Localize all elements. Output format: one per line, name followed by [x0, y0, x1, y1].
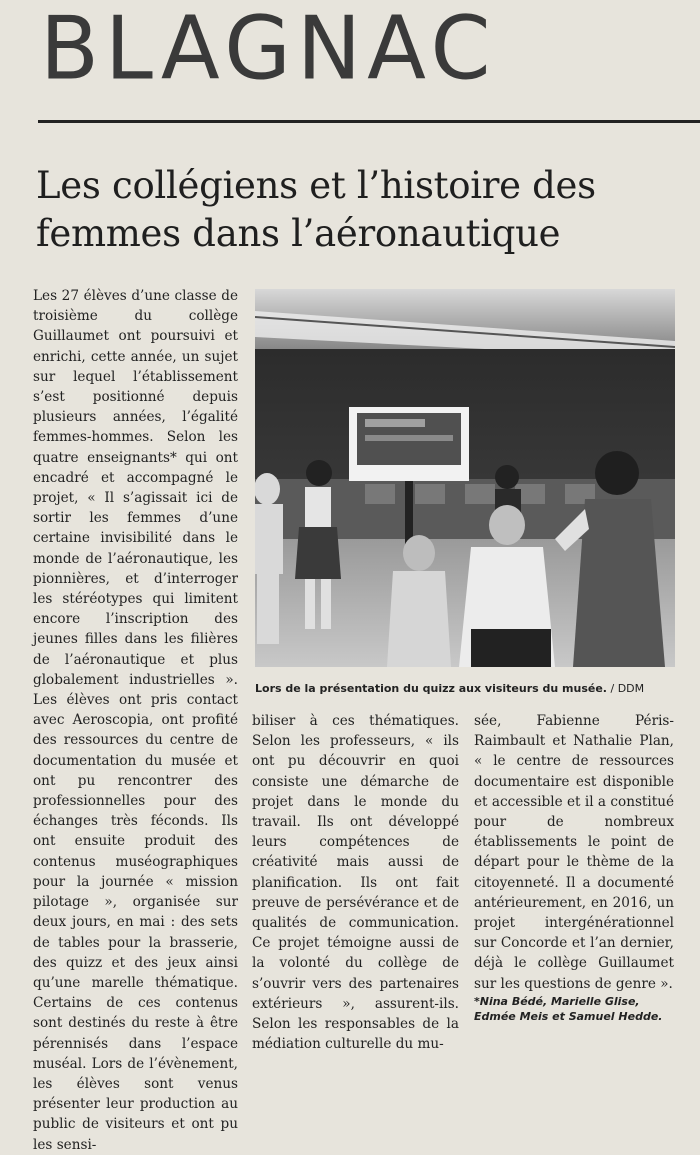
- body-text: biliser à ces thématiques. Selon les professeurs, « ils ont pu découvrir en quoi consiste une démarche de projet dans le monde du travail. Ils ont développé leurs compétences de créativité mais aussi de planification. Ils ont fait preuve de persévérance et de qualités de communication. Ce projet témoigne aussi de la volonté du collège de s’ouvrir vers des partenaires extérieurs », assurent-ils. Selon les responsables de la médiation culturelle du mu-: [252, 713, 459, 1053]
- caption-text: Lors de la présentation du quizz aux visiteurs du musée.: [255, 682, 607, 695]
- footnote: *Nina Bédé, Marielle Glise, Edmée Meis et Samuel Hedde.: [474, 994, 663, 1023]
- article-photo: [255, 289, 675, 667]
- article-headline: Les collégiens et l’histoire des femmes dans l’aéronautique: [36, 164, 596, 255]
- photo-caption: [255, 682, 675, 695]
- article-column-left: [33, 286, 238, 1155]
- photo-illustration: [255, 289, 675, 667]
- section-divider: [38, 120, 700, 123]
- section-title: BLAGNAC: [40, 0, 497, 100]
- body-text: Les 27 élèves d’une classe de troisième du collège Guillaumet ont poursuivi et enrichi, cette année, un sujet sur lequel l’établissement s’est positionné depuis plusieurs années, l’égalité femmes-hommes. Selon les quatre enseignants* qui ont encadré et accompagné le projet, « Il s’agissait ici de sortir les femmes d’une certaine invisibilité dans le monde de l’aéronautique, les pionnières, et d’interroger les stéréotypes qui limitent encore l’inscription des jeunes filles dans les filières de l’aéronautique et plus globalement industrielles ». Les élèves ont pris contact avec Aeroscopia, ont profité des ressources du centre de documentation du musée et ont pu rencontrer des professionnelles pour des échanges très féconds. Ils ont ensuite produit des contenus muséographiques pour la journée « mission pilotage », organisée sur deux jours, en mai : des sets de tables pour la brasserie, des quizz et des jeux ainsi qu’une marelle thématique. Certains de ces contenus sont destinés du reste à être pérennisés dans l’espace muséal. Lors de l’évènement, les élèves sont venus présenter leur production au public de visiteurs et ont pu les sensi-: [33, 288, 238, 1153]
- photo-credit: / DDM: [610, 682, 645, 695]
- article-column-middle: [252, 711, 459, 1054]
- body-text: sée, Fabienne Péris-Raimbault et Nathalie Plan, « le centre de ressources documentaire est disponible et accessible et il a constitué pour de nombreux établissements le point de départ pour le thème de la citoyenneté. Il a documenté antérieurement, en 2016, un projet intergénérationnel sur Concorde et l’an dernier, déjà le collège Guillaumet sur les questions de genre ».: [474, 713, 674, 992]
- article-column-right: [474, 711, 674, 1024]
